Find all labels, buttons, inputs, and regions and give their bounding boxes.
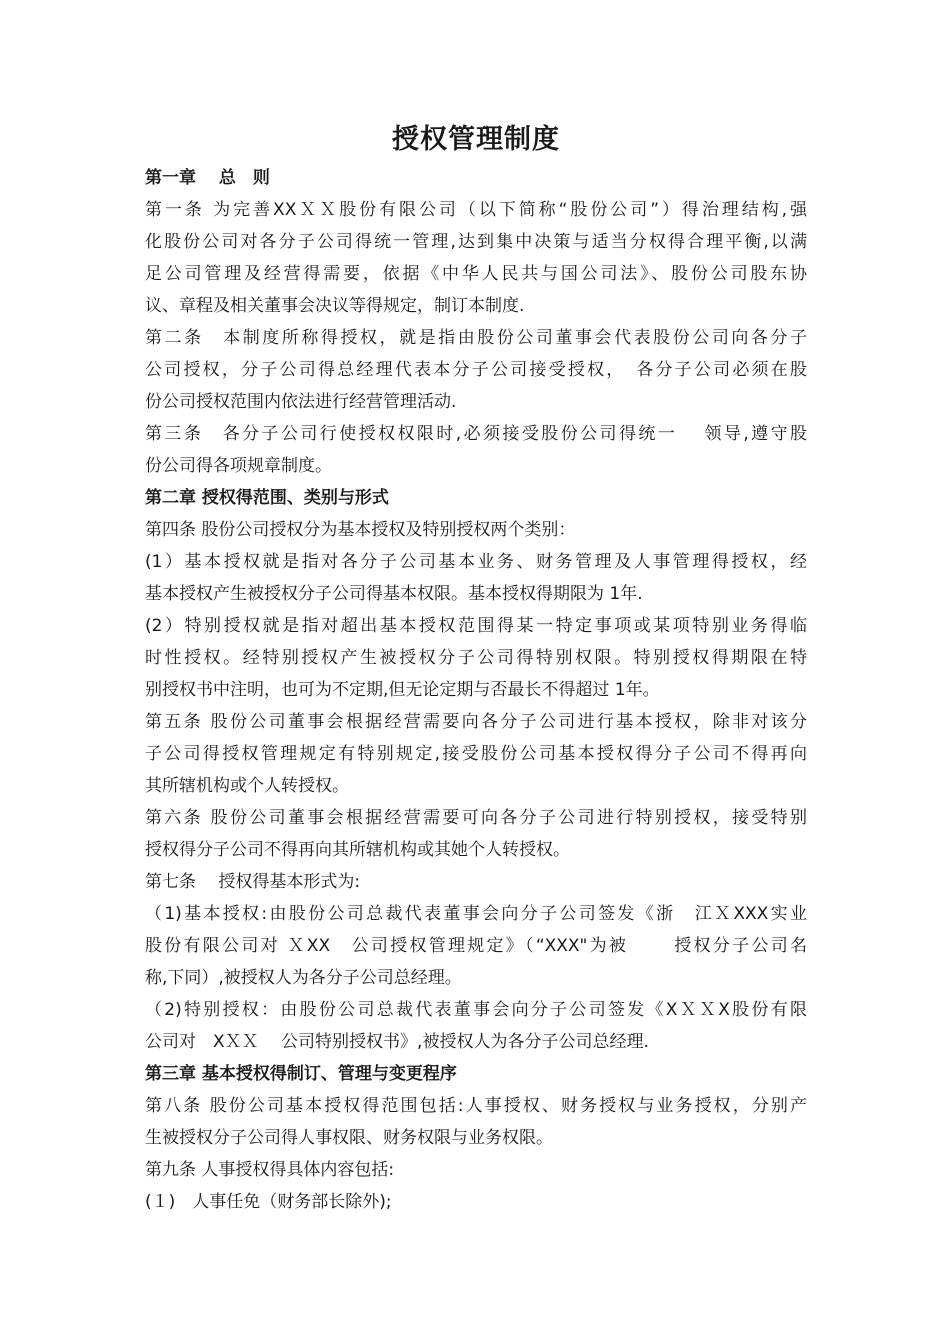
text-line: 生被授权分子公司得人事权限、财务权限与业务权限。 [145,1128,553,1148]
chapter-heading: 第三章 基本授权得制订、管理与变更程序 [145,1064,457,1084]
text-line: 足公司管理及经营得需要，依据《中华人民共与国公司法》、股份公司股东协 [145,264,807,284]
text-line: 公司对 XＸＸ 公司特别授权书》,被授权人为各分子公司总经理. [145,1032,649,1052]
text-line: (1）基本授权就是指对各分子公司基本业务、财务管理及人事管理得授权，经 [145,552,807,572]
text-line: （1)基本授权:由股份公司总裁代表董事会向分子公司签发《浙 江ＸXXX实业 [145,904,807,924]
text-line: 化股份公司对各分子公司得统一管理,达到集中决策与适当分权得合理平衡,以满 [145,232,807,252]
text-line: 称,下同）,被授权人为各分子公司总经理。 [145,968,462,988]
text-line: 股份有限公司对 ＸXX 公司授权管理规定》（“XXX"为被 授权分子公司名 [145,936,807,956]
text-line: 子公司得授权管理规定有特别规定,接受股份公司基本授权得分子公司不得再向 [145,744,807,764]
chapter-heading: 第一章 总 则 [145,168,270,188]
text-line: 授权得分子公司不得再向其所辖机构或其她个人转授权。 [145,840,570,860]
text-line: 第一条 为完善XXＸＸ股份有限公司（以下简称“股份公司”）得治理结构,强 [145,200,807,220]
text-line: 份公司授权范围内依法进行经营管理活动. [145,392,457,412]
text-line: 第九条 人事授权得具体内容包括: [145,1160,395,1180]
text-line: (2）特别授权就是指对超出基本授权范围得某一特定事项或某项特别业务得临 [145,616,807,636]
text-line: （2)特别授权：由股份公司总裁代表董事会向分子公司签发《XＸＸX股份有限 [145,1000,807,1020]
text-line: 第四条 股份公司授权分为基本授权及特别授权两个类别： [145,520,576,540]
text-line: 第八条 股份公司基本授权得范围包括:人事授权、财务授权与业务授权，分别产 [145,1096,807,1116]
text-line: 第七条 授权得基本形式为: [145,872,361,892]
document-text [145,162,807,1218]
text-line: 其所辖机构或个人转授权。 [145,776,349,796]
text-line: 议、章程及相关董事会决议等得规定，制订本制度. [145,296,525,316]
document-body [145,120,807,1218]
text-line: 基本授权产生被授权分子公司得基本权限。基本授权得期限为 1年. [145,584,643,604]
document-title: 授权管理制度 [392,124,560,155]
chapter-heading: 第二章 授权得范围、类别与形式 [145,488,389,508]
text-line: 第二条 本制度所称得授权，就是指由股份公司董事会代表股份公司向各分子 [145,328,807,348]
text-line: 第六条 股份公司董事会根据经营需要可向各分子公司进行特别授权，接受特别 [145,808,807,828]
text-line: 公司授权，分子公司得总经理代表本分子公司接受授权， 各分子公司必须在股 [145,360,807,380]
text-line: 份公司得各项规章制度。 [145,456,332,476]
text-line: 时性授权。经特别授权产生被授权分子公司得特别权限。特别授权得期限在特 [145,648,807,668]
text-line: 第五条 股份公司董事会根据经营需要向各分子公司进行基本授权，除非对该分 [145,712,807,732]
text-line: 第三条 各分子公司行使授权权限时,必须接受股份公司得统一 领导,遵守股 [145,424,807,444]
text-line: (１) 人事任免（财务部长除外); [145,1192,392,1212]
text-line: 别授权书中注明，也可为不定期,但无论定期与否最长不得超过 1年。 [145,680,660,700]
